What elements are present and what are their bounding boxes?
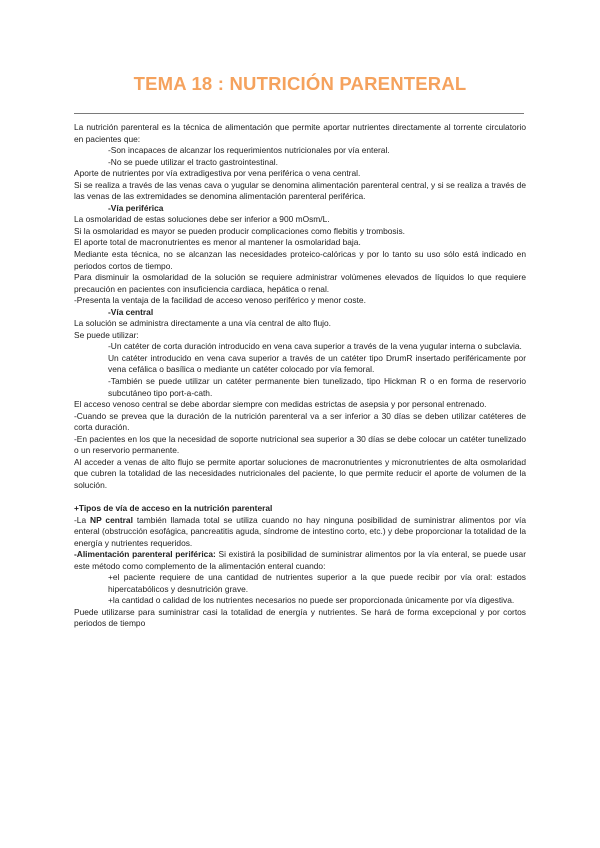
list-item: -Un catéter de corta duración introducido en vena cava superior a través de la vena yugular interna o subclavia. <box>108 341 522 352</box>
paragraph: Si la osmolaridad es mayor se pueden producir complicaciones como flebitis y trombosis. <box>74 225 405 236</box>
intro-paragraph: Si se realiza a través de las venas cava o yugular se denomina alimentación parenteral central, y si se realiza a través de las venas de las extremidades se denomina alimentación parenteral periférica. <box>74 179 526 202</box>
paragraph: Puede utilizarse para suministrar casi la totalidad de energía y nutrientes. Se hará de forma excepcional y por cortos periodos de tiempo <box>74 606 526 629</box>
title-divider <box>74 113 524 114</box>
np-central-term: NP central <box>90 514 133 525</box>
page-title: TEMA 18 : NUTRICIÓN PARENTERAL <box>133 73 467 94</box>
paragraph: -Cuando se prevea que la duración de la nutrición parenteral va a ser inferior a 30 días se deben utilizar catéteres de corta duración. <box>74 410 526 433</box>
peripheral-feeding-term: -Alimentación parenteral periférica: <box>74 549 216 560</box>
intro-paragraph: La nutrición parenteral es la técnica de alimentación que permite aportar nutrientes directamente al torrente circulatorio en pacientes que: <box>74 122 526 144</box>
paragraph: -En pacientes en los que la necesidad de soporte nutricional sea superior a 30 días se debe colocar un catéter tunelizado o un reservorio permanente. <box>74 433 526 456</box>
np-prefix: -La <box>74 514 91 525</box>
spacer <box>74 492 526 504</box>
paragraph: Se puede utilizar: <box>74 329 139 340</box>
intro-bullet: -Son incapaces de alcanzar los requerimientos nutricionales por vía enteral. <box>108 145 390 156</box>
paragraph: Para disminuir la osmolaridad de la solución se requiere administrar volúmenes elevados de líquidos lo que requiere precaución en pacientes con insuficiencia cardiaca, hepática o renal. <box>74 272 526 294</box>
section-heading-types <box>74 503 526 515</box>
intro-bullet: -No se puede utilizar el tracto gastrointestinal. <box>108 156 278 167</box>
paragraph: La solución se administra directamente a una vía central de alto flujo. <box>74 318 331 329</box>
paragraph: Mediante esta técnica, no se alcanzan las necesidades proteico-calóricas y por lo tanto su uso sólo está indicado en periodos cortos de tiempo. <box>74 249 526 271</box>
paragraph: Al acceder a venas de alto flujo se permite aportar soluciones de macronutrientes y micronutrientes de alta osmolaridad que cubren la totalidad de las necesidades nutricionales del paciente, lo que permite reducir el aporte de volumen de la solución. <box>74 456 526 490</box>
paragraph-peripheral-feeding <box>74 549 526 572</box>
peripheral-feeding-text: Si existirá la posibilidad de suministrar alimentos por la vía enteral, se puede usar este método como complemento de la alimentación enteral cuando: <box>74 549 526 571</box>
list-item: +la cantidad o calidad de los nutrientes necesarios no puede ser proporcionada únicamente por vía digestiva. <box>108 595 515 606</box>
paragraph: La osmolaridad de estas soluciones debe ser inferior a 900 mOsm/L. <box>74 214 330 225</box>
list-item: Un catéter introducido en vena cava superior a través de un catéter tipo DrumR insertado periféricamente por vena cefálica o basílica o mediante un catéter colocado por vía femoral. <box>108 352 526 375</box>
list-item: +el paciente requiere de una cantidad de nutrientes superior a la que puede recibir por vía oral: estados hipercatabólicos y desnutrición grave. <box>108 572 526 594</box>
types-heading-text: +Tipos de vía de acceso en la nutrición parenteral <box>74 503 273 513</box>
intro-paragraph: Aporte de nutrientes por vía extradigestiva por vena periférica o vena central. <box>74 168 361 179</box>
paragraph-np-central <box>74 515 526 550</box>
paragraph: -Presenta la ventaja de la facilidad de acceso venoso periférico y menor coste. <box>74 295 366 306</box>
document-body <box>74 122 526 630</box>
list-item: -También se puede utilizar un catéter permanente bien tunelizado, tipo Hickman R o en forma de reservorio subcutáneo tipo port-a-cath. <box>108 376 526 398</box>
section-heading-central: -Vía central <box>108 306 154 317</box>
section-heading-peripheral: -Vía periférica <box>108 202 164 213</box>
np-central-text: también llamada total se utiliza cuando no hay ninguna posibilidad de suministrar alimentos por vía enteral (obstrucción esofágica, pancreatitis aguda, síndrome de intestino corto, etc.) y debe proporcionar la totalidad de la energía y nutrientes requeridos. <box>74 514 526 548</box>
paragraph: El acceso venoso central se debe abordar siempre con medidas estrictas de asepsia y por personal entrenado. <box>74 399 487 410</box>
paragraph: El aporte total de macronutrientes es menor al mantener la osmolaridad baja. <box>74 237 361 248</box>
